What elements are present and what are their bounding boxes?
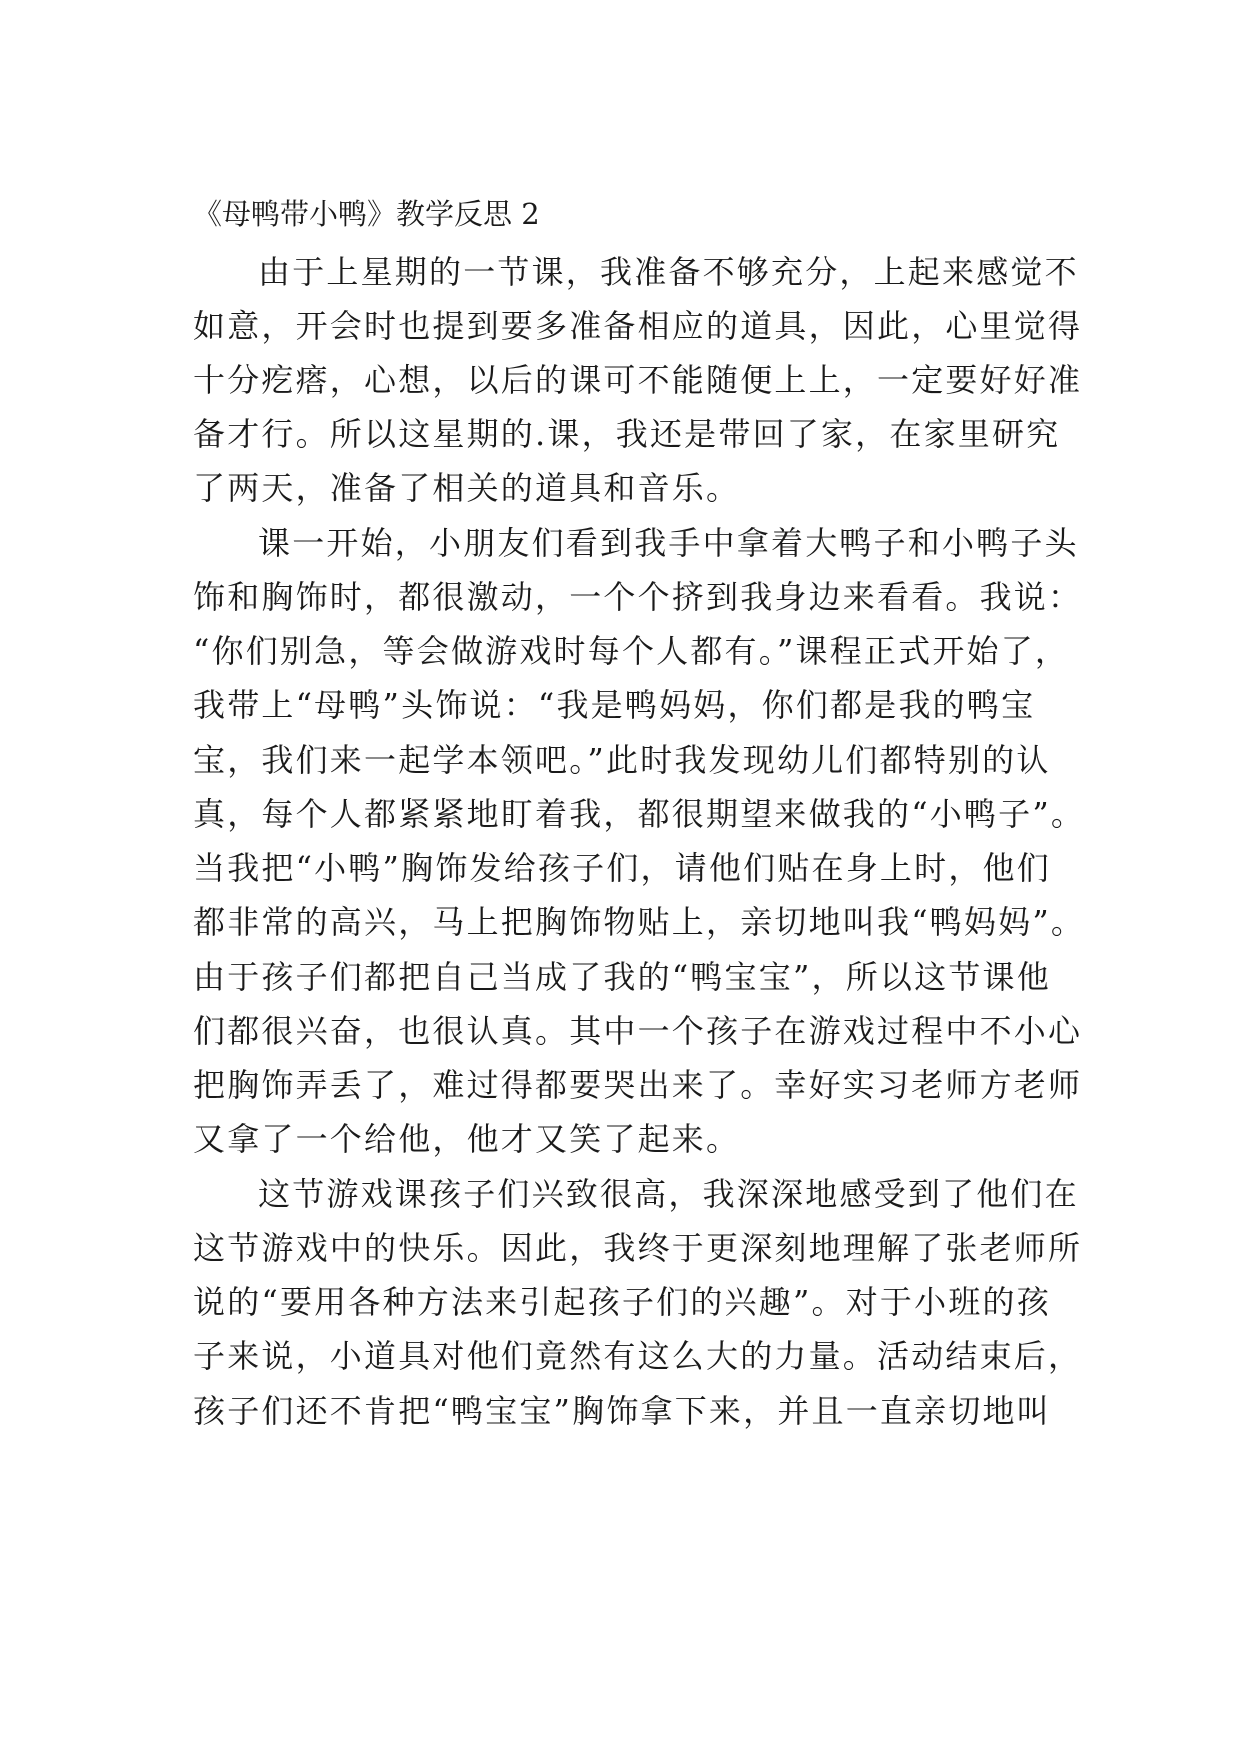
text-line: 们都很兴奋，也很认真。其中一个孩子在游戏过程中不小心 <box>193 1012 1083 1050</box>
text-line: “你们别急，等会做游戏时每个人都有。”课程正式开始了， <box>193 632 1070 670</box>
text-line: 这节游戏中的快乐。因此，我终于更深刻地理解了张老师所 <box>193 1229 1083 1267</box>
text-line: 课一开始，小朋友们看到我手中拿着大鸭子和小鸭子头 <box>258 524 1079 562</box>
text-line: 又拿了一个给他，他才又笑了起来。 <box>193 1120 741 1158</box>
text-line: 子来说，小道具对他们竟然有这么大的力量。活动结束后， <box>193 1337 1083 1375</box>
text-line: 都非常的高兴，马上把胸饰物贴上，亲切地叫我“鸭妈妈”。 <box>193 903 1086 941</box>
text-line: 我带上“母鸭”头饰说：“我是鸭妈妈，你们都是我的鸭宝 <box>193 686 1036 724</box>
document-title: 《母鸭带小鸭》教学反思 2 <box>193 197 540 231</box>
text-line: 由于孩子们都把自己当成了我的“鸭宝宝”，所以这节课他 <box>193 958 1051 996</box>
text-line: 由于上星期的一节课，我准备不够充分，上起来感觉不 <box>258 253 1079 291</box>
text-line: 当我把“小鸭”胸饰发给孩子们，请他们贴在身上时，他们 <box>193 849 1051 887</box>
text-line: 十分疙瘩，心想，以后的课可不能随便上上，一定要好好准 <box>193 361 1083 399</box>
text-line: 备才行。所以这星期的.课，我还是带回了家，在家里研究 <box>193 415 1061 453</box>
text-line: 孩子们还不肯把“鸭宝宝”胸饰拿下来，并且一直亲切地叫 <box>193 1392 1051 1430</box>
text-line: 如意，开会时也提到要多准备相应的道具，因此，心里觉得 <box>193 307 1083 345</box>
text-line: 宝，我们来一起学本领吧。”此时我发现幼儿们都特别的认 <box>193 741 1051 779</box>
text-line: 了两天，准备了相关的道具和音乐。 <box>193 469 741 507</box>
text-line: 真，每个人都紧紧地盯着我，都很期望来做我的“小鸭子”。 <box>193 795 1086 833</box>
text-line: 说的“要用各种方法来引起孩子们的兴趣”。对于小班的孩 <box>193 1283 1051 1321</box>
text-line: 饰和胸饰时，都很激动，一个个挤到我身边来看看。我说： <box>193 578 1083 616</box>
text-line: 把胸饰弄丢了，难过得都要哭出来了。幸好实习老师方老师 <box>193 1066 1083 1104</box>
text-line: 这节游戏课孩子们兴致很高，我深深地感受到了他们在 <box>258 1175 1079 1213</box>
